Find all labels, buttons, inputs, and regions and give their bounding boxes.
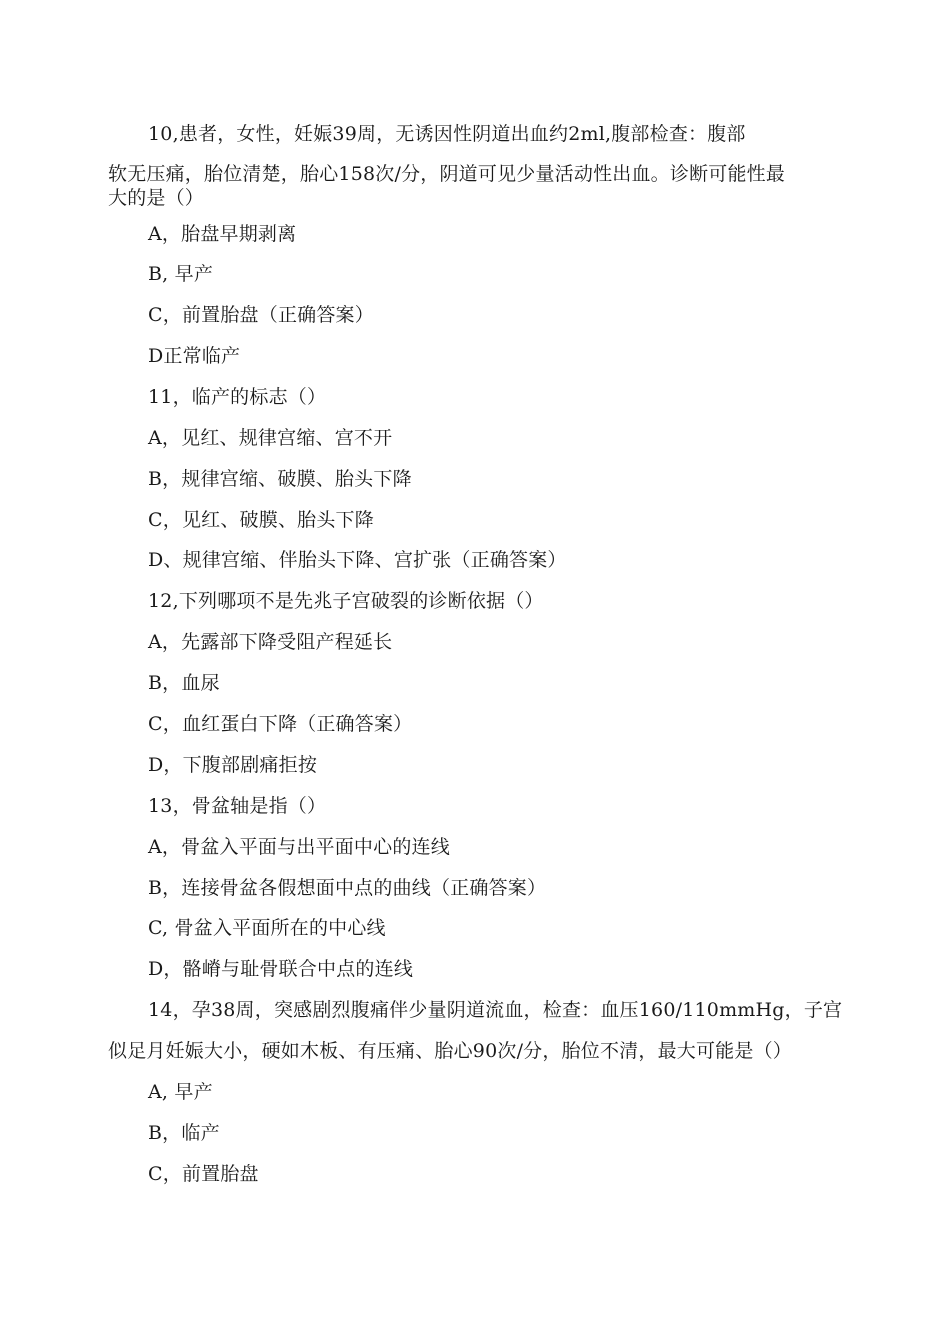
question-12-option-b: B，血尿 bbox=[148, 672, 220, 694]
question-14-option-b: B，临产 bbox=[148, 1122, 220, 1144]
question-12-option-a: A，先露部下降受阻产程延长 bbox=[148, 631, 393, 653]
question-10-option-a: A，胎盘早期剥离 bbox=[148, 223, 297, 245]
question-14-option-a: A, 早产 bbox=[148, 1081, 213, 1103]
question-10-option-b: B, 早产 bbox=[148, 263, 214, 285]
question-10-option-d: D正常临产 bbox=[148, 345, 241, 367]
question-11-option-d: D、规律宫缩、伴胎头下降、宫扩张（正确答案） bbox=[148, 549, 567, 571]
question-14-option-c: C，前置胎盘 bbox=[148, 1163, 259, 1185]
question-11-stem: 11，临产的标志（） bbox=[148, 386, 327, 408]
question-11-option-c: C，见红、破膜、胎头下降 bbox=[148, 509, 374, 531]
question-11-option-a: A，见红、规律宫缩、宫不开 bbox=[148, 427, 393, 449]
question-14-stem-line-2: 似足月妊娠大小，硬如木板、有压痛、胎心90次/分，胎位不清，最大可能是（） bbox=[108, 1040, 792, 1062]
question-13-option-a: A，骨盆入平面与出平面中心的连线 bbox=[148, 836, 450, 858]
question-14-stem-line-1: 14，孕38周，突感剧烈腹痛伴少量阴道流血，检查：血压160/110mmHg，子宫 bbox=[148, 999, 843, 1021]
question-10-stem-line-3: 大的是（） bbox=[108, 187, 205, 209]
question-10-stem-line-2: 软无压痛，胎位清楚，胎心158次/分，阴道可见少量活动性出血。诊断可能性最 bbox=[108, 163, 786, 185]
question-13-stem: 13，骨盆轴是指（） bbox=[148, 795, 327, 817]
question-10-option-c: C，前置胎盘（正确答案） bbox=[148, 304, 374, 326]
question-10-stem-line-1: 10,患者，女性，妊娠39周，无诱因性阴道出血约2ml,腹部检查：腹部 bbox=[148, 123, 746, 145]
question-13-option-b: B，连接骨盆各假想面中点的曲线（正确答案） bbox=[148, 877, 547, 899]
question-13-option-c: C, 骨盆入平面所在的中心线 bbox=[148, 917, 386, 939]
question-12-option-d: D，下腹部剧痛拒按 bbox=[148, 754, 318, 776]
question-12-option-c: C，血红蛋白下降（正确答案） bbox=[148, 713, 413, 735]
question-12-stem: 12,下列哪项不是先兆子宫破裂的诊断依据（） bbox=[148, 590, 544, 612]
question-13-option-d: D，骼嵴与耻骨联合中点的连线 bbox=[148, 958, 414, 980]
question-11-option-b: B，规律宫缩、破膜、胎头下降 bbox=[148, 468, 412, 490]
